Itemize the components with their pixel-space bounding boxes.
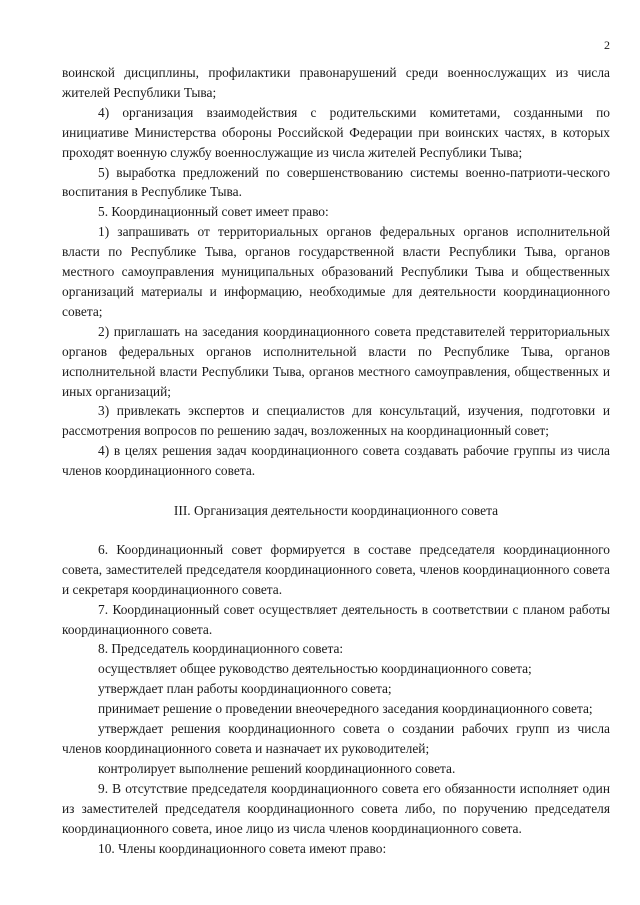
paragraph: 6. Координационный совет формируется в составе председателя координационного совета, заместителей председателя координационного совета, членов координационного совета и секретаря координационного совета. (62, 541, 610, 597)
paragraph: воинской дисциплины, профилактики правонарушений среди военнослужащих из числа жителей Республики Тыва; (62, 65, 610, 100)
page-number: 2 (604, 38, 610, 52)
paragraph: 2) приглашать на заседания координационного совета представителей территориальных органов федеральных органов исполнительной власти по Республике Тыва, органов исполнительной власти Республики Тыва, органов местного самоуправления, общественных и иных организаций; (62, 323, 610, 399)
paragraph: принимает решение о проведении внеочередного заседания координационного совета; (98, 701, 593, 717)
paragraph: утверждает план работы координационного совета; (98, 681, 392, 697)
paragraph: контролирует выполнение решений координационного совета. (98, 760, 456, 776)
paragraph: 8. Председатель координационного совета: (98, 641, 344, 657)
paragraph: 5. Координационный совет имеет право: (98, 204, 329, 220)
paragraph: 1) запрашивать от территориальных органов федеральных органов исполнительной власти по Республике Тыва, органов государственной власти Республики Тыва, органов местного самоуправления муниципальных образований Республики Тыва и общественных организаций материалы и информацию, необходимые для деятельности координационного совета; (62, 224, 610, 319)
section-heading: III. Организация деятельности координационного совета (173, 503, 499, 519)
paragraph: утверждает решения координационного совета о создании рабочих групп из числа членов координационного совета и назначает их руководителей; (62, 721, 610, 756)
paragraph: 9. В отсутствие председателя координационного совета его обязанности исполняет один из заместителей председателя координационного совета либо, по поручению председателя координационного совета, иное лицо из числа членов координационного совета. (62, 780, 610, 836)
paragraph: 4) в целях решения задач координационного совета создавать рабочие группы из числа членов координационного совета. (62, 443, 610, 479)
paragraph: 7. Координационный совет осуществляет деятельность в соответствии с планом работы координационного совета. (62, 601, 610, 637)
paragraph: 3) привлекать экспертов и специалистов для консультаций, изучения, подготовки и рассмотрения вопросов по решению задач, возложенных на координационный совет; (62, 403, 610, 439)
paragraph: 4) организация взаимодействия с родительскими комитетами, созданными по инициативе Министерства обороны Российской Федерации при воинских частях, в которых проходят военную службу военнослужащие из числа жителей Республики Тыва; (62, 104, 610, 160)
paragraph: 10. Члены координационного совета имеют право: (98, 840, 387, 856)
paragraph: 5) выработка предложений по совершенствованию системы военно-патриоти-ческого воспитания в Республике Тыва. (62, 164, 610, 200)
document-body (62, 63, 610, 858)
paragraph: осуществляет общее руководство деятельностью координационного совета; (98, 661, 532, 677)
